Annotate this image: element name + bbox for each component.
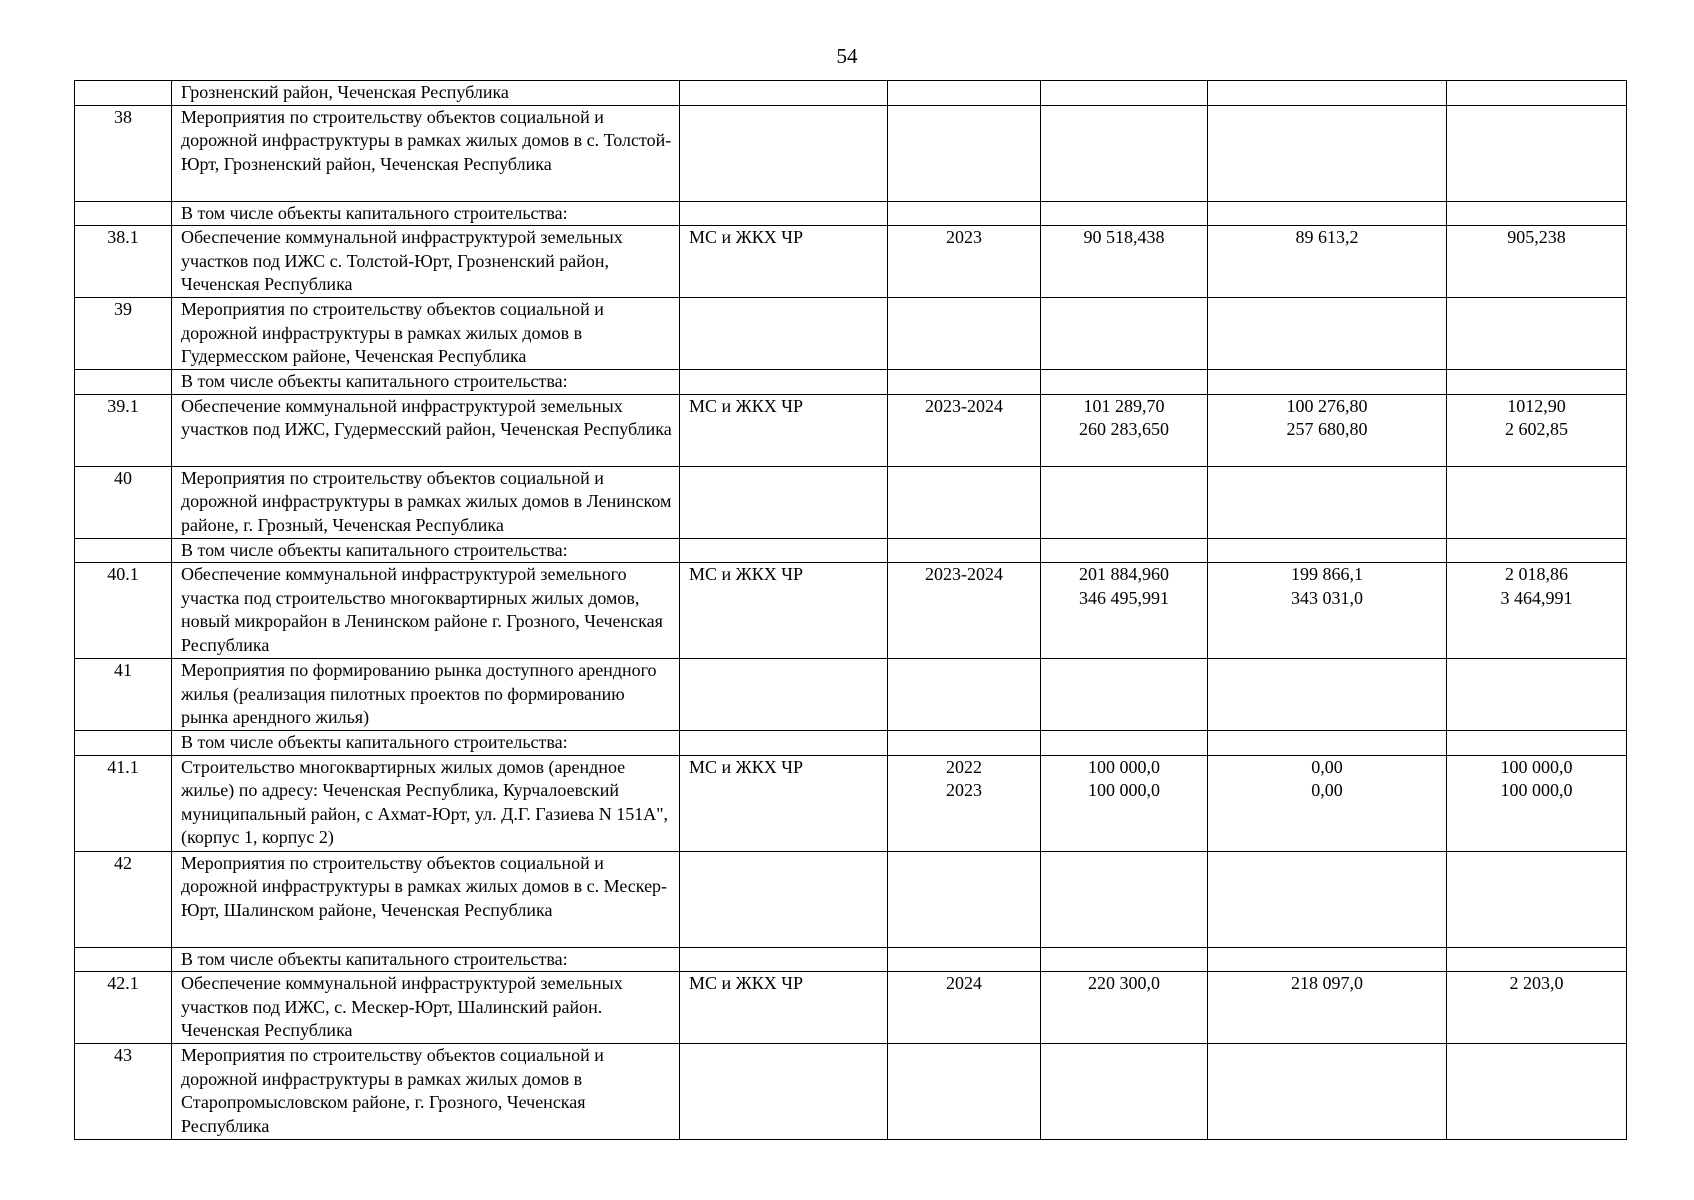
row-description: Обеспечение коммунальной инфраструктурой земельных участков под ИЖС, с. Мескер-Юрт, Шалинский район. Чеченская Республика [172, 972, 680, 1044]
value-line: 199 866,1 [1291, 564, 1363, 584]
value-line: 905,238 [1507, 227, 1566, 247]
row-total-amount [1041, 394, 1208, 466]
row-total-amount [1041, 1044, 1208, 1140]
row-years [888, 947, 1041, 972]
row-description: Мероприятия по строительству объектов социальной и дорожной инфраструктуры в рамках жилых домов в Ленинском районе, г. Грозный, Чеченская Республика [172, 466, 680, 538]
row-fund-amount [1208, 226, 1447, 298]
row-years [888, 563, 1041, 659]
table-row [75, 105, 1627, 201]
value-line: 100 000,0 [1088, 780, 1160, 800]
row-description: Мероприятия по строительству объектов социальной и дорожной инфраструктуры в рамках жилых домов в с. Толстой-Юрт, Грозненский район, Чеченская Республика [172, 105, 680, 201]
row-number [75, 370, 172, 395]
row-fund-amount [1208, 466, 1447, 538]
row-region-amount [1447, 81, 1627, 106]
row-executor: МС и ЖКХ ЧР [680, 755, 888, 851]
row-total-amount [1041, 81, 1208, 106]
value-line: 218 097,0 [1291, 973, 1363, 993]
row-description: Обеспечение коммунальной инфраструктурой земельного участка под строительство многоквартирных жилых домов, новый микрорайон в Ленинском районе г. Грозного, Чеченская Республика [172, 563, 680, 659]
row-executor: МС и ЖКХ ЧР [680, 394, 888, 466]
row-region-amount [1447, 563, 1627, 659]
program-activities-table [74, 80, 1627, 1140]
table-row [75, 731, 1627, 756]
row-number: 39 [75, 298, 172, 370]
row-description: В том числе объекты капитального строительства: [172, 947, 680, 972]
value-line: 2023-2024 [925, 395, 1003, 416]
row-region-amount [1447, 201, 1627, 226]
row-region-amount [1447, 851, 1627, 947]
row-executor [680, 731, 888, 756]
value-line: 2023-2024 [925, 564, 1003, 584]
value-line: 1012,90 [1507, 395, 1566, 416]
row-executor [680, 201, 888, 226]
row-executor [680, 947, 888, 972]
row-number [75, 538, 172, 563]
row-years [888, 394, 1041, 466]
table-row [75, 298, 1627, 370]
row-executor [680, 538, 888, 563]
row-fund-amount [1208, 972, 1447, 1044]
row-total-amount [1041, 851, 1208, 947]
row-total-amount [1041, 370, 1208, 395]
row-years [888, 731, 1041, 756]
table-row [75, 1044, 1627, 1140]
table-row [75, 370, 1627, 395]
row-executor: МС и ЖКХ ЧР [680, 226, 888, 298]
value-line: 220 300,0 [1088, 973, 1160, 993]
row-total-amount [1041, 563, 1208, 659]
row-total-amount [1041, 947, 1208, 972]
row-description: Строительство многоквартирных жилых домов (арендное жилье) по адресу: Чеченская Республика, Курчалоевский муниципальный район, с Ахмат-Юрт, ул. Д.Г. Газиева N 151А", (корпус 1, корпус 2) [172, 755, 680, 851]
table-body [75, 81, 1627, 1140]
value-line: 101 289,70 [1083, 395, 1165, 416]
table-row [75, 81, 1627, 106]
row-number: 43 [75, 1044, 172, 1140]
value-line: 2023 [946, 780, 982, 800]
table-row [75, 538, 1627, 563]
row-region-amount [1447, 370, 1627, 395]
row-years [888, 81, 1041, 106]
value-line: 260 283,650 [1079, 419, 1169, 439]
value-line: 2023 [946, 227, 982, 247]
value-line: 2024 [946, 973, 982, 993]
row-description: В том числе объекты капитального строительства: [172, 731, 680, 756]
table-row [75, 466, 1627, 538]
row-executor [680, 105, 888, 201]
row-number: 40.1 [75, 563, 172, 659]
table-row [75, 394, 1627, 466]
row-number: 41.1 [75, 755, 172, 851]
page-number: 54 [836, 44, 858, 68]
row-total-amount [1041, 105, 1208, 201]
row-years [888, 972, 1041, 1044]
row-fund-amount [1208, 947, 1447, 972]
row-executor [680, 466, 888, 538]
row-years [888, 538, 1041, 563]
row-number: 42 [75, 851, 172, 947]
row-total-amount [1041, 659, 1208, 731]
row-years [888, 201, 1041, 226]
row-description: Обеспечение коммунальной инфраструктурой земельных участков под ИЖС, Гудермесский район, Чеченская Республика [172, 394, 680, 466]
row-region-amount [1447, 659, 1627, 731]
row-region-amount [1447, 731, 1627, 756]
row-fund-amount [1208, 394, 1447, 466]
row-region-amount [1447, 466, 1627, 538]
row-total-amount [1041, 538, 1208, 563]
row-executor [680, 81, 888, 106]
value-line: 257 680,80 [1286, 419, 1368, 439]
row-executor [680, 298, 888, 370]
row-years [888, 370, 1041, 395]
row-description: Мероприятия по строительству объектов социальной и дорожной инфраструктуры в рамках жилых домов в Старопромысловском районе, г. Грозного, Чеченская Республика [172, 1044, 680, 1140]
row-region-amount [1447, 947, 1627, 972]
table-row [75, 659, 1627, 731]
table-row [75, 851, 1627, 947]
row-total-amount [1041, 731, 1208, 756]
row-number: 38.1 [75, 226, 172, 298]
row-years [888, 466, 1041, 538]
value-line: 100 000,0 [1500, 756, 1573, 777]
row-region-amount [1447, 226, 1627, 298]
row-region-amount [1447, 1044, 1627, 1140]
value-line: 100 276,80 [1286, 395, 1368, 416]
row-description: Мероприятия по строительству объектов социальной и дорожной инфраструктуры в рамках жилых домов в с. Мескер-Юрт, Шалинском районе, Чеченская Республика [172, 851, 680, 947]
row-fund-amount [1208, 755, 1447, 851]
row-description: Грозненский район, Чеченская Республика [172, 81, 680, 106]
table-row [75, 972, 1627, 1044]
row-region-amount [1447, 972, 1627, 1044]
table-row [75, 563, 1627, 659]
row-fund-amount [1208, 370, 1447, 395]
row-fund-amount [1208, 538, 1447, 563]
row-executor: МС и ЖКХ ЧР [680, 972, 888, 1044]
row-fund-amount [1208, 851, 1447, 947]
row-fund-amount [1208, 659, 1447, 731]
row-number [75, 731, 172, 756]
value-line: 201 884,960 [1079, 564, 1169, 584]
row-years [888, 1044, 1041, 1140]
row-executor [680, 851, 888, 947]
row-number [75, 947, 172, 972]
value-line: 3 464,991 [1500, 587, 1573, 608]
value-line: 2 203,0 [1509, 973, 1564, 993]
row-years [888, 226, 1041, 298]
value-line: 89 613,2 [1295, 227, 1359, 247]
row-description: Обеспечение коммунальной инфраструктурой земельных участков под ИЖС с. Толстой-Юрт, Грозненский район, Чеченская Республика [172, 226, 680, 298]
value-line: 0,00 [1311, 780, 1343, 800]
row-executor [680, 1044, 888, 1140]
value-line: 346 495,991 [1079, 587, 1169, 608]
row-fund-amount [1208, 1044, 1447, 1140]
row-description: В том числе объекты капитального строительства: [172, 538, 680, 563]
row-region-amount [1447, 394, 1627, 466]
value-line: 0,00 [1311, 756, 1343, 777]
row-region-amount [1447, 538, 1627, 563]
row-years [888, 659, 1041, 731]
row-number: 40 [75, 466, 172, 538]
row-total-amount [1041, 972, 1208, 1044]
row-number: 39.1 [75, 394, 172, 466]
row-region-amount [1447, 755, 1627, 851]
row-years [888, 105, 1041, 201]
row-region-amount [1447, 298, 1627, 370]
row-fund-amount [1208, 298, 1447, 370]
row-region-amount [1447, 105, 1627, 201]
row-fund-amount [1208, 81, 1447, 106]
value-line: 100 000,0 [1088, 756, 1160, 777]
value-line: 343 031,0 [1291, 587, 1363, 608]
row-fund-amount [1208, 731, 1447, 756]
row-years [888, 755, 1041, 851]
row-total-amount [1041, 201, 1208, 226]
table-row [75, 755, 1627, 851]
row-description: В том числе объекты капитального строительства: [172, 201, 680, 226]
table-row [75, 226, 1627, 298]
row-fund-amount [1208, 201, 1447, 226]
table-row [75, 201, 1627, 226]
row-description: Мероприятия по строительству объектов социальной и дорожной инфраструктуры в рамках жилых домов в Гудермесском районе, Чеченская Республика [172, 298, 680, 370]
table-row [75, 947, 1627, 972]
row-years [888, 851, 1041, 947]
value-line: 90 518,438 [1083, 227, 1165, 247]
row-fund-amount [1208, 105, 1447, 201]
row-total-amount [1041, 466, 1208, 538]
row-executor [680, 659, 888, 731]
row-number: 41 [75, 659, 172, 731]
row-description: В том числе объекты капитального строительства: [172, 370, 680, 395]
row-description: Мероприятия по формированию рынка доступного арендного жилья (реализация пилотных проектов по формированию рынка арендного жилья) [172, 659, 680, 731]
row-total-amount [1041, 226, 1208, 298]
value-line: 2022 [946, 756, 982, 777]
value-line: 2 018,86 [1505, 564, 1568, 584]
row-total-amount [1041, 298, 1208, 370]
row-number: 42.1 [75, 972, 172, 1044]
value-line: 2 602,85 [1505, 419, 1568, 439]
row-number: 38 [75, 105, 172, 201]
row-executor: МС и ЖКХ ЧР [680, 563, 888, 659]
row-total-amount [1041, 755, 1208, 851]
value-line: 100 000,0 [1500, 780, 1573, 800]
row-number [75, 201, 172, 226]
row-executor [680, 370, 888, 395]
row-fund-amount [1208, 563, 1447, 659]
row-years [888, 298, 1041, 370]
row-number [75, 81, 172, 106]
